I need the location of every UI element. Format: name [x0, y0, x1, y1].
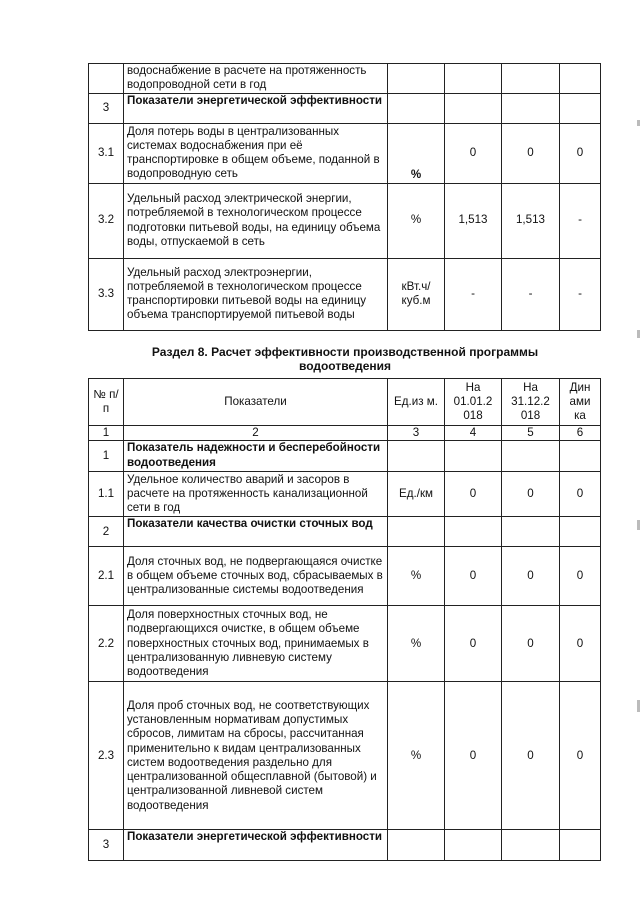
indicator-text: Доля сточных вод, не подвергающаяся очистке в общем объеме сточных вод, сбрасываемых в централизованные системы водоотведения: [124, 547, 388, 606]
table-row: [89, 606, 601, 682]
value-end: 1,513: [502, 183, 560, 258]
table-row: [89, 64, 601, 94]
value-end: [502, 517, 560, 547]
unit-cell: %: [388, 183, 445, 258]
value-end: 0: [502, 547, 560, 606]
row-number: 3.1: [89, 123, 124, 183]
row-number: 2.2: [89, 606, 124, 682]
value-end: 0: [502, 606, 560, 682]
column-number: 2: [124, 426, 388, 441]
value-start: 0: [445, 606, 502, 682]
value-start: [445, 93, 502, 123]
value-start: 0: [445, 123, 502, 183]
value-start: [445, 64, 502, 94]
value-end: [502, 64, 560, 94]
table-row: [89, 517, 601, 547]
header-row: [89, 379, 601, 426]
table-row: [89, 682, 601, 830]
table-row: [89, 830, 601, 861]
table-row: [89, 441, 601, 472]
value-dynamics: [560, 93, 601, 123]
value-end: 0: [502, 682, 560, 830]
value-start: [445, 517, 502, 547]
column-number: 3: [388, 426, 445, 441]
value-start: [445, 830, 502, 861]
unit-cell: [388, 517, 445, 547]
table-row: [89, 472, 601, 517]
indicator-text: водоснабжение в расчете на протяженность водопроводной сети в год: [124, 64, 388, 94]
column-number: 4: [445, 426, 502, 441]
indicator-text: Доля потерь воды в централизованных системах водоснабжения при её транспортировке в общем объеме, поданной в водопроводную сеть: [124, 123, 388, 183]
value-end: 0: [502, 472, 560, 517]
section-heading-text: Показатели энергетической эффективности: [124, 830, 388, 861]
value-end: -: [502, 258, 560, 330]
table-row: [89, 547, 601, 606]
value-dynamics: 0: [560, 606, 601, 682]
row-number: 1.1: [89, 472, 124, 517]
indicator-text: Удельный расход электрической энергии, потребляемой в технологическом процессе подготовки питьевой воды, на единицу объема воды, отпускаемой в сеть: [124, 183, 388, 258]
row-number: [89, 64, 124, 94]
indicator-text: Удельный расход электроэнергии, потребляемой в технологическом процессе транспортировки питьевой воды на единицу объема транспортируемой питьевой воды: [124, 258, 388, 330]
value-start: [445, 441, 502, 472]
unit-cell: %: [388, 606, 445, 682]
value-end: [502, 830, 560, 861]
value-dynamics: [560, 517, 601, 547]
section-title: Раздел 8. Расчет эффективности производственной программы водоотведения: [151, 345, 539, 373]
unit-cell: кВт.ч/ куб.м: [388, 258, 445, 330]
column-number: 6: [560, 426, 601, 441]
row-number: 2.1: [89, 547, 124, 606]
section-heading-text: Показатели энергетической эффективности: [124, 93, 388, 123]
row-number: 3.3: [89, 258, 124, 330]
column-number: 5: [502, 426, 560, 441]
row-number: 2.3: [89, 682, 124, 830]
value-dynamics: [560, 64, 601, 94]
column-number-row: [89, 426, 601, 441]
indicator-text: Доля проб сточных вод, не соответствующих установленным нормативам допустимых сбросов, лимитам на сбросы, рассчитанная применительно к видам централизованных систем водоотведения раздельно для централизованной общесплавной (бытовой) и централизованной ливневой систем водоотведения: [124, 682, 388, 830]
unit-cell: %: [388, 682, 445, 830]
table-row: [89, 258, 601, 330]
value-end: 0: [502, 123, 560, 183]
row-number: 2: [89, 517, 124, 547]
value-end: [502, 93, 560, 123]
unit-cell: Ед./км: [388, 472, 445, 517]
wastewater-efficiency-table: [88, 378, 601, 861]
value-start: 0: [445, 472, 502, 517]
unit-cell: [388, 830, 445, 861]
value-dynamics: 0: [560, 123, 601, 183]
unit-cell: %: [388, 123, 445, 183]
value-end: [502, 441, 560, 472]
value-dynamics: 0: [560, 547, 601, 606]
unit-cell: %: [388, 547, 445, 606]
column-number: 1: [89, 426, 124, 441]
section-heading-text: Показатель надежности и бесперебойности водоотведения: [124, 441, 388, 472]
indicator-text: Доля поверхностных сточных вод, не подвергающихся очистке, в общем объеме поверхностных сточных вод, принимаемых в централизованную ливневую систему водоотведения: [124, 606, 388, 682]
unit-cell: [388, 64, 445, 94]
unit-cell: [388, 441, 445, 472]
value-dynamics: 0: [560, 472, 601, 517]
header-start-date: На 01.01.2 018: [445, 379, 502, 426]
value-start: -: [445, 258, 502, 330]
value-dynamics: [560, 441, 601, 472]
value-dynamics: 0: [560, 682, 601, 830]
header-number: № п/п: [89, 379, 124, 426]
value-start: 0: [445, 682, 502, 830]
row-number: 1: [89, 441, 124, 472]
value-start: 1,513: [445, 183, 502, 258]
row-number: 3.2: [89, 183, 124, 258]
header-dynamics: Дин ами ка: [560, 379, 601, 426]
unit-cell: [388, 93, 445, 123]
water-supply-efficiency-table: [88, 63, 601, 331]
row-number: 3: [89, 830, 124, 861]
table-row: [89, 183, 601, 258]
table-row: [89, 93, 601, 123]
value-start: 0: [445, 547, 502, 606]
value-dynamics: -: [560, 183, 601, 258]
row-number: 3: [89, 93, 124, 123]
header-end-date: На 31.12.2 018: [502, 379, 560, 426]
indicator-text: Удельное количество аварий и засоров в расчете на протяженность канализационной сети в год: [124, 472, 388, 517]
section-heading-text: Показатели качества очистки сточных вод: [124, 517, 388, 547]
value-dynamics: [560, 830, 601, 861]
table-row: [89, 123, 601, 183]
header-unit: Ед.из м.: [388, 379, 445, 426]
header-indicators: Показатели: [124, 379, 388, 426]
value-dynamics: -: [560, 258, 601, 330]
